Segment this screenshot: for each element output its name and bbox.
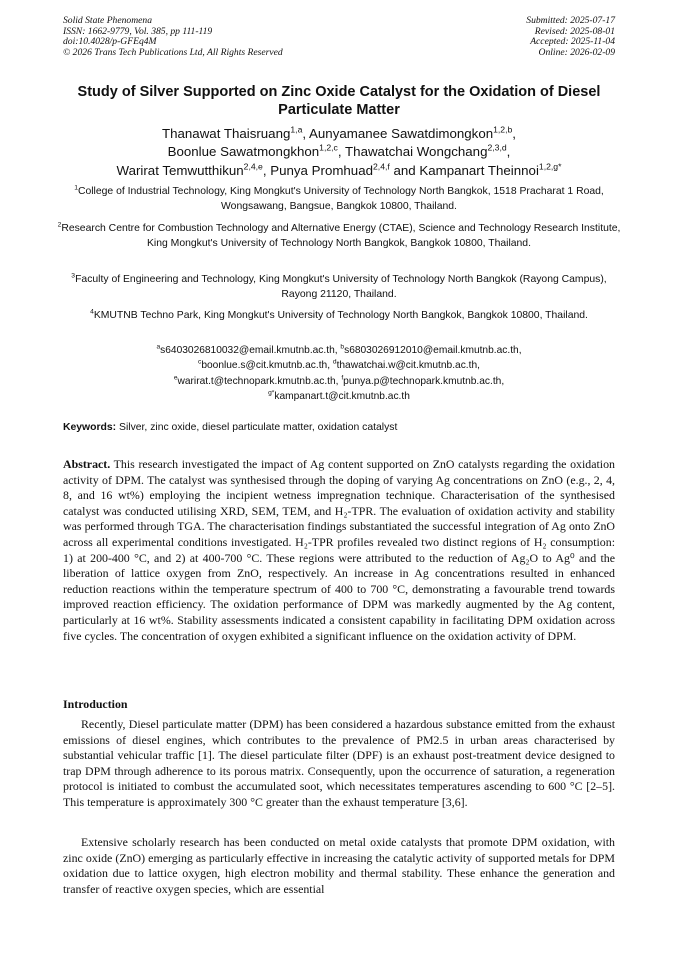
abstract-label: Abstract.	[63, 457, 111, 471]
author-sup: 2,4,e	[243, 161, 263, 172]
email-link[interactable]: s6403026810032@email.kmutnb.ac.th	[160, 345, 335, 356]
email-line	[55, 389, 623, 404]
affiliation-2	[55, 221, 623, 252]
paper-title: Study of Silver Supported on Zinc Oxide Catalyst for the Oxidation of Diesel Particulate Matter	[77, 84, 601, 118]
affiliation-text: College of Industrial Technology, King Mongkut's University of Technology North Bangkok, 1518 Pracharat 1 Road, Wongsawang, Bangsue, Bangkok 10800, Thailand.	[77, 186, 604, 213]
journal-name: Solid State Phenomena	[63, 15, 152, 26]
affiliation-sup: 4	[90, 308, 94, 316]
email-sup: a	[156, 343, 161, 351]
email-list	[55, 343, 623, 405]
abstract	[63, 457, 615, 644]
author-sep: and	[389, 162, 416, 178]
author-sup: 1,2,b	[493, 124, 513, 135]
author-sep: ,	[337, 144, 342, 160]
email-sup: f	[341, 374, 344, 382]
author-sep: ,	[506, 144, 511, 160]
email-sup: g*	[268, 389, 275, 397]
abstract-text: This research investigated the impact of Ag content supported on ZnO catalysts regarding the oxidation activity of DPM. The catalyst was synthesised through the doping of varying Ag concentrations on ZnO (e.g., 2, 4, 8, and 16 wt%) employing the incipient wetness impregnation technique. Characterisation of the synthesised catalyst was conducted utilising XRD, SEM, TEM, and H₂-TPR. The evaluation of oxidation activity and stability was performed through TGA. The characterisation findings substantiated the successful integration of Ag onto ZnO across all experimental conditions investigated. H₂-TPR profiles revealed two distinct regions of H₂ consumption: 1) at 200-400 °C, and 2) at 400-700 °C. These regions were attributed to the reduction of Ag₂O to Ag⁰ and the liberation of lattice oxygen from ZnO, respectively. An increase in Ag concentrations resulted in enhanced reduction reactions within the temperature spectrum of 400 to 700 °C, demonstrating a favourable trend towards improved reaction efficiency. The oxidation performance of DPM was markedly augmented by the Ag content, particularly at 16 wt%. Stability assessments indicated a consistent capability in facilitating DPM oxidation across five cycles. The concentration of oxygen exhibited a significant influence on the oxidation activity of DPM.	[63, 457, 615, 643]
keywords-label: Keywords:	[63, 422, 117, 433]
author-sep: ,	[512, 126, 516, 141]
email-line: $^e$warirat.t@technopark.kmutnb.ac.th, $^f$punya.p@technopark.kmutnb.ac.th,	[173, 374, 505, 387]
author-sup: 1,2,g*	[538, 161, 562, 172]
revised-date: Revised: 2025-08-01	[534, 25, 615, 37]
email-sup: c	[198, 359, 202, 367]
email-link[interactable]: thawatchai.w@cit.kmutnb.ac.th	[336, 360, 478, 372]
email-link[interactable]: kampanart.t@cit.kmutnb.ac.th	[274, 391, 410, 403]
submitted-date: Submitted: 2025-07-17	[526, 15, 615, 26]
publication-dates	[526, 16, 615, 58]
author-sup: 2,3,d	[487, 142, 507, 153]
author-name: Aunyamanee Sawatdimongkon	[309, 126, 494, 141]
author-line	[40, 162, 638, 180]
introduction-paragraph: Recently, Diesel particulate matter (DPM) has been considered a hazardous substance emitted from the exhaust emissions of diesel engines, which contributes to the prevalence of PM2.5 in urban areas characterised by substantial vehicular traffic [1]. The diesel particulate filter (DPF) is an exhaust post-treatment device designed to trap DPM through adherence to its porous matrix. Consequently, upon the occurrence of saturation, a regeneration protocol is initiated to combust the accumulated soot, which necessitates temperatures ascending to 600 °C [2–5]. This temperature is approximately 300 °C greater than the exhaust temperature [3,6].	[63, 717, 615, 809]
affiliation-text: KMUTNB Techno Park, King Mongkut's University of Technology North Bangkok, Bangkok 10800, Thailand.	[93, 310, 588, 321]
author-name: Boonlue Sawatmongkhon	[167, 144, 320, 160]
author-line	[40, 143, 638, 161]
affiliation-text: Faculty of Engineering and Technology, King Mongkut's University of Technology North Bangkok (Rayong Campus), Rayong 21120, Thailand.	[75, 274, 607, 301]
affiliation-3	[55, 272, 623, 303]
online-date: Online: 2026-02-09	[538, 46, 615, 58]
author-line	[40, 125, 638, 143]
keywords-text: Silver, zinc oxide, diesel particulate matter, oxidation catalyst	[119, 422, 398, 433]
author-name: Punya Promhuad	[270, 162, 373, 178]
author-name: Thawatchai Wongchang	[345, 144, 488, 160]
journal-doi: doi:10.4028/p-GFEq4M	[63, 36, 157, 48]
email-sup: d	[332, 359, 337, 367]
affiliation-4	[55, 308, 623, 323]
accepted-date: Accepted: 2025-11-04	[530, 36, 615, 48]
email-link[interactable]: boonlue.s@cit.kmutnb.ac.th	[201, 360, 328, 372]
affiliation-sup: 1	[74, 184, 78, 192]
introduction-heading: Introduction	[63, 697, 128, 711]
keywords	[63, 421, 615, 435]
author-list	[40, 125, 638, 180]
author-sep: ,	[302, 126, 307, 141]
author-sup: 1,2,c	[319, 142, 338, 153]
author-name: Kampanart Theinnoi	[419, 162, 539, 178]
email-sup: e	[173, 374, 178, 382]
author-name: Warirat Temwutthikun	[116, 162, 244, 178]
email-line: $^c$boonlue.s@cit.kmutnb.ac.th, $^d$thawatchai.w@cit.kmutnb.ac.th,	[198, 359, 480, 372]
author-sep: ,	[262, 162, 267, 178]
affiliation-text: Research Centre for Combustion Technology and Alternative Energy (CTAE), Science and Technology Research Institute, King Mongkut's University of Technology North Bangkok, Bangkok 10800, Thailand.	[61, 223, 621, 250]
email-line: $^a$s6403026810032@email.kmutnb.ac.th, $^b$s6803026912010@email.kmutnb.ac.th,	[156, 343, 522, 356]
introduction-paragraph: Extensive scholarly research has been conducted on metal oxide catalysts that promote DPM oxidation, with zinc oxide (ZnO) emerging as particularly effective in increasing the catalytic activity of supported metals for DPM oxidation due to lattice oxygen, high electron mobility and thermal stability. These enhance the generation and transfer of reactive oxygen species, which are essential	[63, 835, 615, 896]
affiliation-sup: 3	[71, 272, 76, 280]
email-link[interactable]: warirat.t@technopark.kmutnb.ac.th	[177, 375, 336, 387]
copyright-line: © 2026 Trans Tech Publications Ltd, All Rights Reserved	[63, 46, 283, 58]
journal-info	[63, 16, 283, 58]
email-sup: b	[340, 343, 345, 351]
author-sup: 2,4,f	[373, 161, 390, 172]
author-sup: 1,a	[290, 124, 303, 135]
author-name: Thanawat Thaisruang	[162, 126, 291, 141]
email-link[interactable]: s6803026912010@email.kmutnb.ac.th	[344, 345, 519, 356]
journal-issn: ISSN: 1662-9779, Vol. 385, pp 111-119	[63, 25, 213, 37]
email-link[interactable]: punya.p@technopark.kmutnb.ac.th	[343, 375, 502, 387]
affiliation-sup: 2	[57, 221, 62, 229]
affiliation-1	[55, 184, 623, 215]
